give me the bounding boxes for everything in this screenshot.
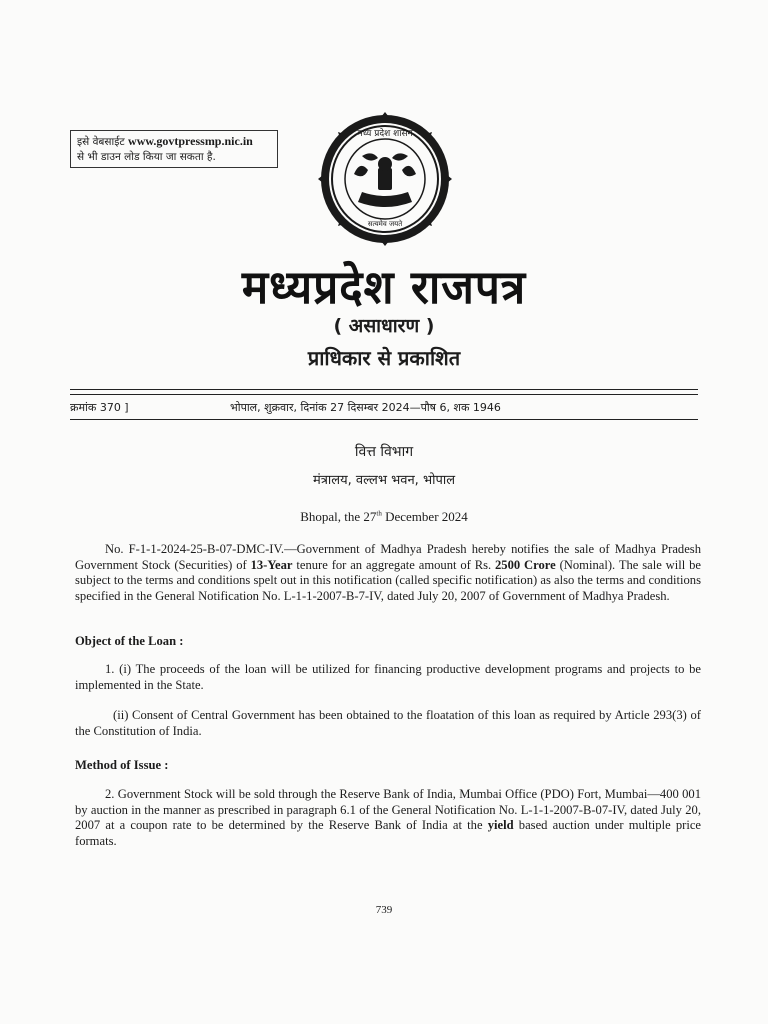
amount-bold: 2500 Crore <box>495 557 556 572</box>
notification-paragraph <box>75 542 701 604</box>
website-url[interactable]: www.govtpressmp.nic.in <box>128 134 253 148</box>
website-notice-box <box>70 130 278 168</box>
issue-dateline: भोपाल, शुक्रवार, दिनांक 27 दिसम्बर 2024—पौष 6, शक 1946 <box>230 401 501 414</box>
tenure-bold: 13-Year <box>250 557 293 572</box>
method-text: based auction under multiple price formats. <box>75 818 702 848</box>
department-office: मंत्रालय, वल्लभ भवन, भोपाल <box>312 473 456 488</box>
gazette-title: मध्यप्रदेश राजपत्र <box>241 260 527 315</box>
website-notice-line2: से भी डाउन लोड किया जा सकता है. <box>77 151 216 163</box>
department-name: वित्त विभाग <box>354 444 414 460</box>
gazette-subtitle: ( असाधारण ) <box>333 315 435 337</box>
header-rule-top <box>70 389 698 390</box>
notification-text: No. F-1-1-2024-25-B-07-DMC-IV.—Government of Madhya Pradesh hereby notifies the sale of Madhya Pradesh Government Stock (Securities) of <box>75 542 701 572</box>
website-notice-prefix: इसे वेबसाईट <box>77 136 129 148</box>
place-date <box>0 509 768 525</box>
object-para-i: 1. (i) The proceeds of the loan will be utilized for financing productive development programs and projects to be implemented in the State. <box>75 662 701 692</box>
yield-bold: yield <box>487 818 514 833</box>
header-rule-bottom <box>70 419 698 420</box>
section-heading-object: Object of the Loan : <box>75 634 184 648</box>
header-rule-double <box>70 394 698 395</box>
object-para-ii: (ii) Consent of Central Government has been obtained to the floatation of this loan as required by Article 293(3) of the Constitution of India. <box>75 708 701 738</box>
section-heading-method: Method of Issue : <box>75 758 169 772</box>
emblem-top-text: मध्य प्रदेश शासन <box>357 129 413 139</box>
notification-text: tenure for an aggregate amount of Rs. <box>292 557 495 572</box>
state-emblem-icon <box>318 112 452 246</box>
method-text: 2. Government Stock will be sold through the Reserve Bank of India, Mumbai Office (PDO) Fort, Mumbai—400 001 by auction in the manner as prescribed in paragraph 6.1 of the General Notification No. L-1-1-2007-B-07-IV, dated July 20, 2007 at a coupon rate to be determined by the Reserve Bank of India at the <box>75 787 701 833</box>
method-paragraph <box>75 787 701 849</box>
place-date-rest: December 2024 <box>381 509 468 524</box>
issue-number: क्रमांक 370 ] <box>70 401 129 414</box>
page-number: 739 <box>375 904 393 916</box>
place-date-prefix: Bhopal, the 27 <box>300 509 377 524</box>
notification-text: (Nominal). The sale will be subject to the terms and conditions spelt out in this notification (called specific notification) as also the terms and conditions specified in the General Notification No. L-1-1-2007-B-7-IV, dated July 20, 2007 of Government of Madhya Pradesh. <box>75 557 701 603</box>
emblem-motto: सत्यमेव जयते <box>367 220 403 228</box>
place-date-sup: th <box>376 509 382 518</box>
gazette-authority: प्राधिकार से प्रकाशित <box>307 346 461 370</box>
